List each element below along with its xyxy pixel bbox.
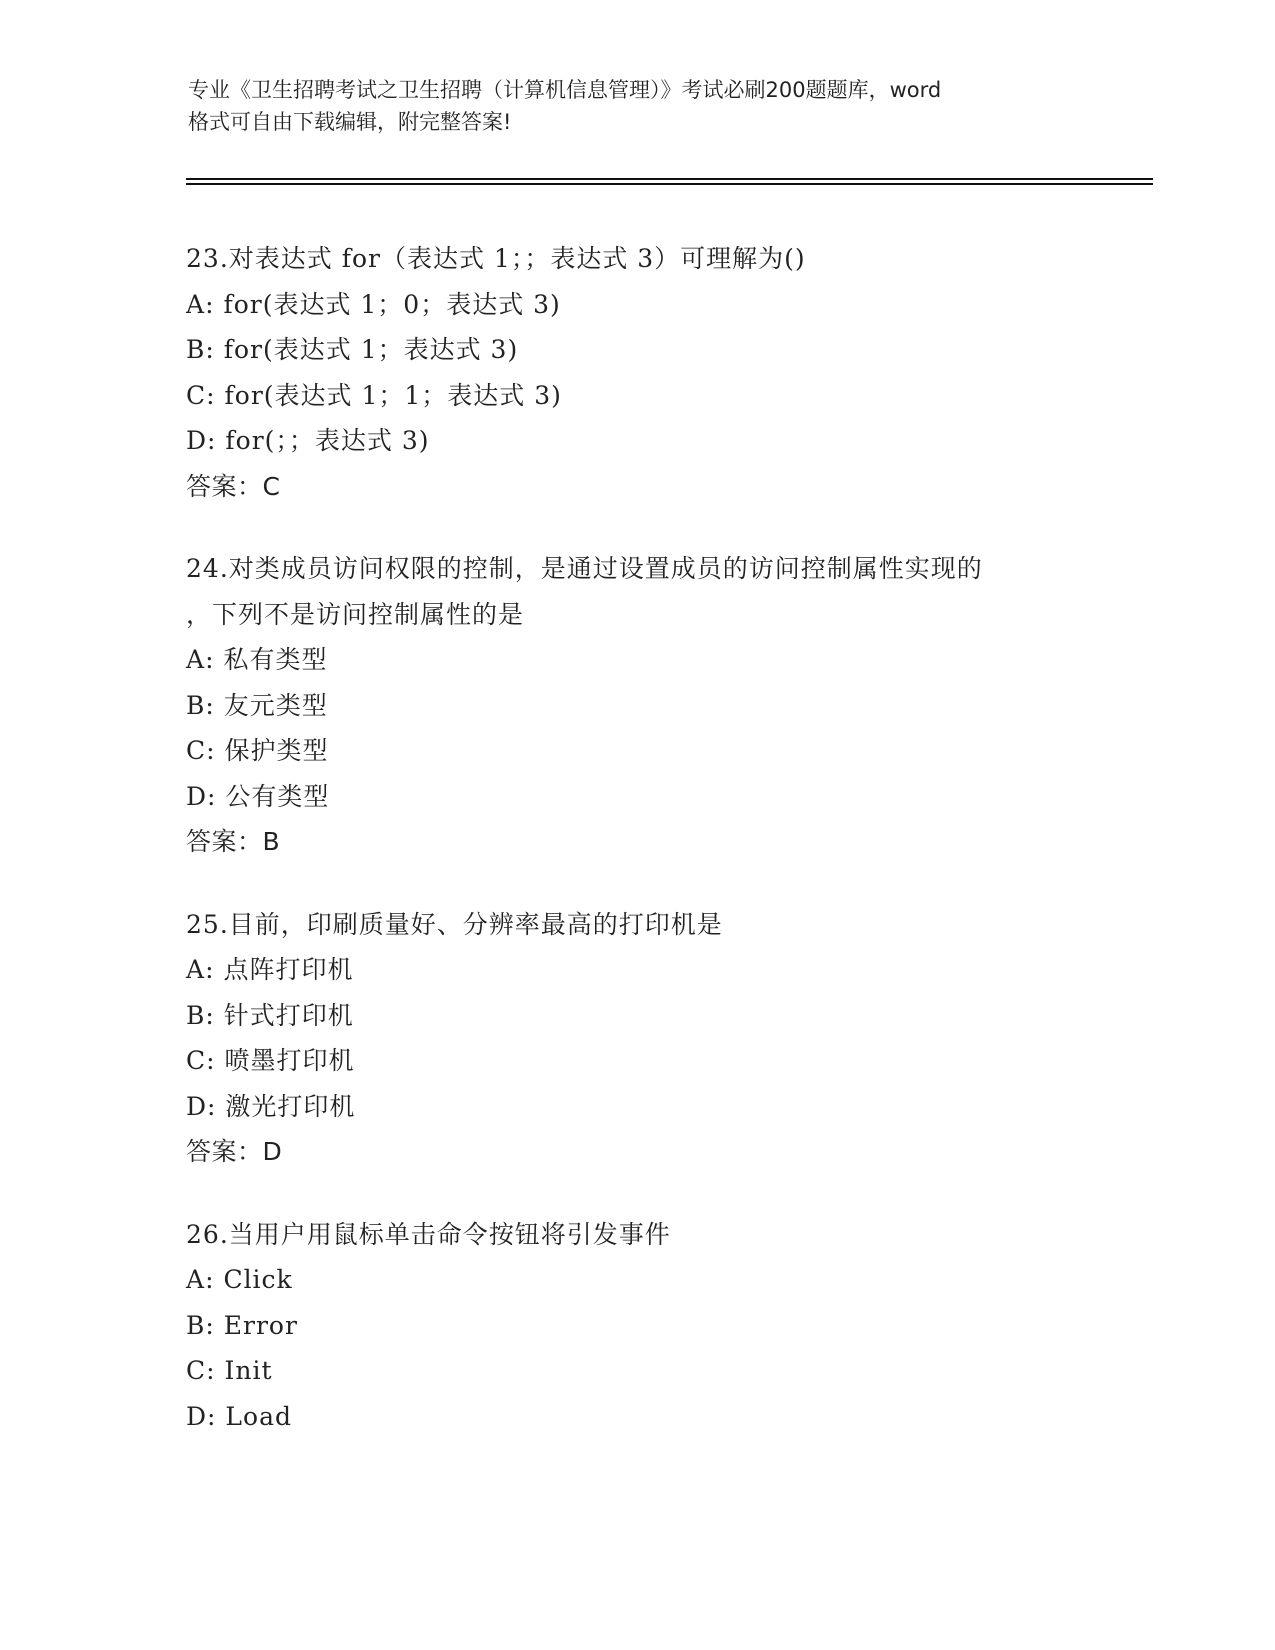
option-b — [186, 993, 1106, 1039]
question-number: 24 . — [186, 554, 229, 583]
option-key: C : — [186, 381, 225, 410]
question-23 — [186, 236, 1106, 509]
question-text: 对表达式 for（表达式 1；；表达式 3）可理解为() — [228, 244, 806, 273]
option-text: 公有类型 — [225, 781, 330, 811]
question-text: 对类成员访问权限的控制，是通过设置成员的访问控制属性实现的 — [228, 554, 983, 583]
answer-value: B — [262, 827, 281, 856]
option-key: D : — [186, 782, 225, 811]
option-text: Load — [225, 1401, 292, 1431]
option-d — [186, 1084, 1106, 1130]
option-key: C : — [186, 736, 225, 765]
document-header — [188, 74, 1088, 138]
option-text: for(表达式 1；0；表达式 3) — [223, 289, 561, 319]
answer-line — [186, 819, 1106, 865]
option-key: C : — [186, 1356, 225, 1385]
answer-value: C — [262, 471, 281, 501]
option-text: for(表达式 1；表达式 3) — [223, 335, 519, 364]
option-key: B : — [186, 1001, 224, 1030]
option-text: 喷墨打印机 — [224, 1046, 355, 1075]
option-text: 点阵打印机 — [223, 955, 354, 984]
option-key: A : — [186, 290, 223, 319]
option-text: for(表达式 1；1；表达式 3) — [224, 380, 562, 410]
option-key: B : — [186, 691, 224, 720]
question-list — [186, 236, 1106, 1476]
question-24 — [186, 546, 1106, 865]
question-stem — [186, 236, 1106, 282]
option-text: 私有类型 — [223, 645, 328, 674]
question-stem — [186, 902, 1106, 948]
option-a — [186, 947, 1106, 993]
answer-label: 答案 ： — [186, 472, 263, 501]
option-c — [186, 373, 1106, 419]
option-text: for(；；表达式 3) — [225, 426, 430, 455]
option-b — [186, 327, 1106, 373]
option-key: C : — [186, 1046, 225, 1075]
option-key: A : — [186, 645, 223, 674]
question-stem — [186, 1212, 1106, 1258]
header-divider-top — [186, 178, 1153, 180]
option-a — [186, 282, 1106, 328]
question-number: 25 . — [186, 910, 229, 939]
option-b — [186, 1303, 1106, 1349]
answer-label: 答案 ： — [186, 1137, 263, 1166]
option-text: 激光打印机 — [225, 1091, 356, 1121]
option-a — [186, 637, 1106, 683]
header-divider-bottom — [186, 183, 1153, 185]
option-key: A : — [186, 1265, 223, 1294]
question-text-continued: ，下列不是访问控制属性的是 — [186, 599, 525, 629]
option-c — [186, 1348, 1106, 1394]
option-text: Click — [223, 1265, 293, 1294]
option-c — [186, 1038, 1106, 1084]
answer-line — [186, 1129, 1106, 1175]
option-text: Init — [224, 1356, 273, 1385]
question-text: 当用户用鼠标单击命令按钮将引发事件 — [228, 1219, 671, 1249]
option-text: 针式打印机 — [223, 1000, 354, 1030]
header-line: 专业《卫生招聘考试之卫生招聘（计算机信息管理）》考试必刷200题题库，word — [188, 78, 942, 102]
option-d — [186, 774, 1106, 820]
answer-value: D — [262, 1137, 283, 1166]
option-text: 友元类型 — [223, 690, 328, 720]
question-number: 26 . — [186, 1220, 229, 1249]
answer-line — [186, 464, 1106, 510]
option-key: A : — [186, 955, 223, 984]
option-d — [186, 1394, 1106, 1440]
question-26 — [186, 1212, 1106, 1440]
option-text: Error — [223, 1310, 298, 1340]
option-key: B : — [186, 335, 224, 364]
question-number: 23 . — [186, 244, 229, 273]
header-line: 格式可自由下载编辑，附完整答案! — [188, 110, 512, 134]
option-a — [186, 1257, 1106, 1303]
option-key: D : — [186, 426, 225, 455]
question-text: 目前，印刷质量好、分辨率最高的打印机是 — [228, 909, 723, 939]
option-text: 保护类型 — [224, 736, 329, 765]
option-c — [186, 728, 1106, 774]
option-key: D : — [186, 1402, 225, 1431]
question-stem — [186, 546, 1106, 592]
option-d — [186, 418, 1106, 464]
answer-label: 答案 ： — [186, 827, 263, 856]
option-key: D : — [186, 1092, 225, 1121]
option-key: B : — [186, 1311, 224, 1340]
question-25 — [186, 902, 1106, 1175]
option-b — [186, 683, 1106, 729]
